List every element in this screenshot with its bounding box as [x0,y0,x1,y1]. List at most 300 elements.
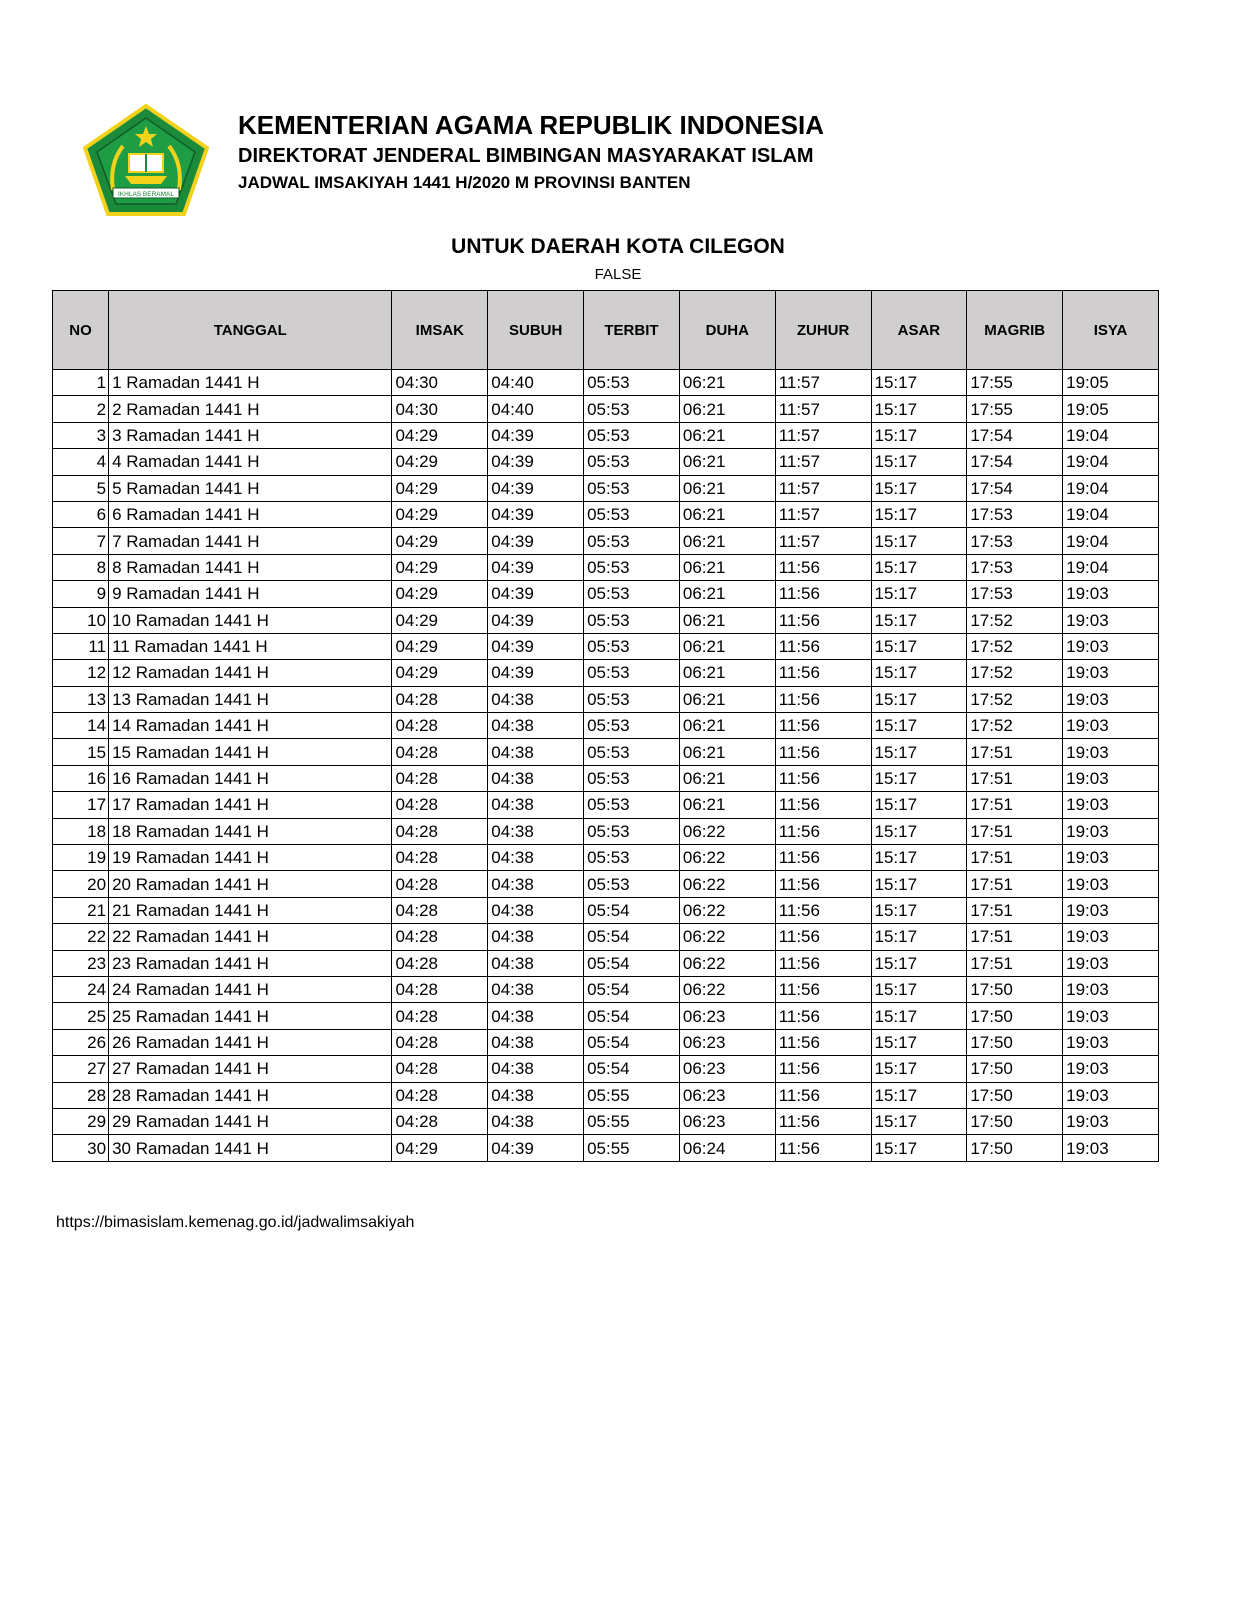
cell-subuh: 04:39 [488,475,584,501]
cell-imsak: 04:29 [392,554,488,580]
cell-terbit: 05:53 [584,792,680,818]
table-row [53,607,1159,633]
cell-magrib: 17:53 [967,554,1063,580]
cell-magrib: 17:52 [967,633,1063,659]
table-row [53,792,1159,818]
cell-asar: 15:17 [871,607,967,633]
cell-terbit: 05:55 [584,1082,680,1108]
cell-imsak: 04:29 [392,607,488,633]
cell-zuhur: 11:57 [775,370,871,396]
cell-isya: 19:03 [1063,818,1159,844]
cell-subuh: 04:38 [488,713,584,739]
cell-imsak: 04:29 [392,1135,488,1161]
cell-subuh: 04:38 [488,1108,584,1134]
cell-duha: 06:21 [679,633,775,659]
cell-terbit: 05:54 [584,950,680,976]
cell-tanggal: 1 Ramadan 1441 H [109,370,392,396]
cell-asar: 15:17 [871,713,967,739]
cell-magrib: 17:51 [967,950,1063,976]
cell-magrib: 17:54 [967,422,1063,448]
table-header [53,291,1159,370]
cell-duha: 06:22 [679,897,775,923]
table-row [53,818,1159,844]
cell-duha: 06:22 [679,976,775,1002]
cell-terbit: 05:54 [584,924,680,950]
cell-asar: 15:17 [871,528,967,554]
cell-tanggal: 12 Ramadan 1441 H [109,660,392,686]
table-row [53,765,1159,791]
cell-subuh: 04:39 [488,449,584,475]
cell-zuhur: 11:56 [775,897,871,923]
cell-duha: 06:21 [679,660,775,686]
cell-duha: 06:23 [679,1003,775,1029]
cell-zuhur: 11:57 [775,449,871,475]
cell-zuhur: 11:56 [775,739,871,765]
cell-isya: 19:03 [1063,660,1159,686]
cell-asar: 15:17 [871,370,967,396]
cell-asar: 15:17 [871,396,967,422]
cell-subuh: 04:39 [488,528,584,554]
table-row [53,1003,1159,1029]
org-subtitle: DIREKTORAT JENDERAL BIMBINGAN MASYARAKAT ISLAM [238,145,814,167]
table-row [53,422,1159,448]
cell-terbit: 05:53 [584,765,680,791]
cell-isya: 19:04 [1063,501,1159,527]
table-row [53,924,1159,950]
cell-tanggal: 19 Ramadan 1441 H [109,845,392,871]
cell-no: 28 [53,1082,109,1108]
table-row [53,686,1159,712]
cell-no: 11 [53,633,109,659]
cell-magrib: 17:51 [967,897,1063,923]
cell-no: 13 [53,686,109,712]
cell-no: 23 [53,950,109,976]
cell-magrib: 17:53 [967,528,1063,554]
cell-duha: 06:22 [679,818,775,844]
table-row [53,1135,1159,1161]
cell-magrib: 17:53 [967,581,1063,607]
cell-tanggal: 15 Ramadan 1441 H [109,739,392,765]
cell-subuh: 04:38 [488,950,584,976]
cell-terbit: 05:53 [584,449,680,475]
cell-tanggal: 14 Ramadan 1441 H [109,713,392,739]
cell-tanggal: 7 Ramadan 1441 H [109,528,392,554]
cell-subuh: 04:39 [488,501,584,527]
cell-no: 21 [53,897,109,923]
cell-zuhur: 11:56 [775,1029,871,1055]
cell-terbit: 05:53 [584,422,680,448]
column-header-isya: ISYA [1063,291,1159,370]
cell-imsak: 04:29 [392,633,488,659]
cell-duha: 06:23 [679,1056,775,1082]
cell-subuh: 04:39 [488,554,584,580]
cell-zuhur: 11:56 [775,950,871,976]
cell-magrib: 17:50 [967,1003,1063,1029]
cell-zuhur: 11:57 [775,475,871,501]
cell-no: 24 [53,976,109,1002]
kemenag-logo [83,104,209,216]
table-row [53,1029,1159,1055]
table-row [53,713,1159,739]
table-row [53,396,1159,422]
table-row [53,449,1159,475]
cell-isya: 19:03 [1063,1082,1159,1108]
cell-asar: 15:17 [871,449,967,475]
cell-magrib: 17:52 [967,713,1063,739]
cell-zuhur: 11:56 [775,845,871,871]
table-row [53,1056,1159,1082]
cell-duha: 06:23 [679,1108,775,1134]
cell-zuhur: 11:56 [775,686,871,712]
cell-terbit: 05:53 [584,581,680,607]
cell-subuh: 04:38 [488,686,584,712]
cell-no: 3 [53,422,109,448]
cell-imsak: 04:28 [392,1056,488,1082]
cell-terbit: 05:53 [584,660,680,686]
table-row [53,1108,1159,1134]
cell-isya: 19:03 [1063,1029,1159,1055]
cell-duha: 06:21 [679,475,775,501]
cell-subuh: 04:38 [488,1056,584,1082]
cell-magrib: 17:50 [967,976,1063,1002]
cell-terbit: 05:53 [584,370,680,396]
cell-no: 22 [53,924,109,950]
cell-magrib: 17:51 [967,845,1063,871]
cell-isya: 19:03 [1063,871,1159,897]
cell-asar: 15:17 [871,1135,967,1161]
table-row [53,554,1159,580]
cell-terbit: 05:53 [584,713,680,739]
cell-isya: 19:04 [1063,554,1159,580]
cell-subuh: 04:38 [488,1003,584,1029]
cell-asar: 15:17 [871,1003,967,1029]
cell-tanggal: 6 Ramadan 1441 H [109,501,392,527]
column-header-duha: DUHA [679,291,775,370]
cell-no: 18 [53,818,109,844]
cell-duha: 06:21 [679,765,775,791]
cell-imsak: 04:28 [392,686,488,712]
cell-imsak: 04:30 [392,370,488,396]
cell-asar: 15:17 [871,633,967,659]
cell-asar: 15:17 [871,1108,967,1134]
cell-terbit: 05:53 [584,633,680,659]
cell-zuhur: 11:56 [775,924,871,950]
cell-no: 14 [53,713,109,739]
cell-duha: 06:21 [679,396,775,422]
cell-imsak: 04:28 [392,924,488,950]
table-row [53,660,1159,686]
cell-subuh: 04:39 [488,581,584,607]
cell-imsak: 04:28 [392,976,488,1002]
cell-tanggal: 27 Ramadan 1441 H [109,1056,392,1082]
cell-imsak: 04:29 [392,449,488,475]
cell-subuh: 04:38 [488,765,584,791]
cell-isya: 19:03 [1063,739,1159,765]
column-header-magrib: MAGRIB [967,291,1063,370]
table-row [53,871,1159,897]
cell-magrib: 17:52 [967,607,1063,633]
cell-imsak: 04:28 [392,950,488,976]
cell-magrib: 17:53 [967,501,1063,527]
cell-duha: 06:21 [679,686,775,712]
cell-asar: 15:17 [871,501,967,527]
cell-no: 15 [53,739,109,765]
cell-magrib: 17:50 [967,1135,1063,1161]
table-row [53,897,1159,923]
schedule-title: JADWAL IMSAKIYAH 1441 H/2020 M PROVINSI BANTEN [238,173,691,192]
cell-tanggal: 11 Ramadan 1441 H [109,633,392,659]
cell-magrib: 17:51 [967,739,1063,765]
cell-terbit: 05:55 [584,1135,680,1161]
table-row [53,370,1159,396]
cell-zuhur: 11:56 [775,792,871,818]
table-row [53,581,1159,607]
cell-terbit: 05:53 [584,739,680,765]
cell-imsak: 04:28 [392,1003,488,1029]
cell-asar: 15:17 [871,950,967,976]
document-header [238,108,824,196]
cell-subuh: 04:38 [488,871,584,897]
source-link[interactable]: https://bimasislam.kemenag.go.id/jadwalimsakiyah [56,1214,415,1231]
cell-zuhur: 11:56 [775,607,871,633]
cell-imsak: 04:28 [392,845,488,871]
cell-magrib: 17:54 [967,449,1063,475]
cell-isya: 19:03 [1063,765,1159,791]
cell-no: 2 [53,396,109,422]
cell-no: 12 [53,660,109,686]
cell-isya: 19:04 [1063,475,1159,501]
cell-terbit: 05:53 [584,818,680,844]
cell-no: 19 [53,845,109,871]
cell-tanggal: 26 Ramadan 1441 H [109,1029,392,1055]
cell-terbit: 05:53 [584,871,680,897]
cell-no: 30 [53,1135,109,1161]
cell-zuhur: 11:57 [775,501,871,527]
cell-imsak: 04:29 [392,422,488,448]
cell-asar: 15:17 [871,871,967,897]
cell-imsak: 04:28 [392,792,488,818]
cell-asar: 15:17 [871,765,967,791]
column-header-tanggal: TANGGAL [109,291,392,370]
cell-duha: 06:21 [679,528,775,554]
cell-duha: 06:21 [679,449,775,475]
cell-tanggal: 3 Ramadan 1441 H [109,422,392,448]
cell-zuhur: 11:56 [775,818,871,844]
cell-asar: 15:17 [871,660,967,686]
cell-subuh: 04:38 [488,845,584,871]
cell-zuhur: 11:57 [775,528,871,554]
cell-asar: 15:17 [871,976,967,1002]
cell-terbit: 05:53 [584,554,680,580]
table-row [53,950,1159,976]
cell-duha: 06:23 [679,1082,775,1108]
cell-asar: 15:17 [871,897,967,923]
cell-asar: 15:17 [871,1029,967,1055]
table-body [53,370,1159,1162]
cell-terbit: 05:55 [584,1108,680,1134]
cell-isya: 19:03 [1063,950,1159,976]
cell-subuh: 04:38 [488,897,584,923]
cell-tanggal: 17 Ramadan 1441 H [109,792,392,818]
logo-text: IKHLAS BERAMAL [118,191,174,198]
column-header-no: NO [53,291,109,370]
cell-asar: 15:17 [871,792,967,818]
cell-terbit: 05:53 [584,528,680,554]
cell-duha: 06:21 [679,792,775,818]
cell-isya: 19:03 [1063,713,1159,739]
cell-terbit: 05:54 [584,976,680,1002]
cell-asar: 15:17 [871,422,967,448]
cell-tanggal: 8 Ramadan 1441 H [109,554,392,580]
cell-tanggal: 18 Ramadan 1441 H [109,818,392,844]
subregion-label: FALSE [594,266,642,283]
column-header-asar: ASAR [871,291,967,370]
cell-asar: 15:17 [871,818,967,844]
cell-asar: 15:17 [871,475,967,501]
cell-isya: 19:03 [1063,1135,1159,1161]
cell-duha: 06:21 [679,581,775,607]
cell-duha: 06:21 [679,422,775,448]
cell-subuh: 04:38 [488,1082,584,1108]
cell-zuhur: 11:56 [775,1082,871,1108]
cell-duha: 06:24 [679,1135,775,1161]
cell-imsak: 04:29 [392,528,488,554]
cell-terbit: 05:53 [584,396,680,422]
cell-zuhur: 11:56 [775,1056,871,1082]
cell-tanggal: 23 Ramadan 1441 H [109,950,392,976]
cell-zuhur: 11:57 [775,396,871,422]
cell-zuhur: 11:56 [775,976,871,1002]
cell-duha: 06:21 [679,739,775,765]
column-header-imsak: IMSAK [392,291,488,370]
cell-duha: 06:22 [679,871,775,897]
cell-terbit: 05:53 [584,501,680,527]
cell-imsak: 04:28 [392,1082,488,1108]
cell-magrib: 17:50 [967,1029,1063,1055]
cell-zuhur: 11:56 [775,660,871,686]
cell-no: 5 [53,475,109,501]
cell-isya: 19:03 [1063,845,1159,871]
cell-imsak: 04:28 [392,897,488,923]
cell-tanggal: 10 Ramadan 1441 H [109,607,392,633]
cell-terbit: 05:53 [584,686,680,712]
cell-zuhur: 11:56 [775,871,871,897]
cell-no: 29 [53,1108,109,1134]
table-row [53,528,1159,554]
cell-imsak: 04:29 [392,501,488,527]
cell-isya: 19:03 [1063,792,1159,818]
cell-subuh: 04:38 [488,818,584,844]
cell-asar: 15:17 [871,1082,967,1108]
cell-isya: 19:05 [1063,396,1159,422]
cell-zuhur: 11:56 [775,554,871,580]
cell-zuhur: 11:56 [775,713,871,739]
region-title: UNTUK DAERAH KOTA CILEGON [451,235,785,258]
cell-magrib: 17:50 [967,1082,1063,1108]
cell-isya: 19:03 [1063,1003,1159,1029]
cell-magrib: 17:51 [967,792,1063,818]
cell-asar: 15:17 [871,924,967,950]
cell-zuhur: 11:56 [775,1135,871,1161]
cell-imsak: 04:29 [392,475,488,501]
cell-no: 8 [53,554,109,580]
cell-magrib: 17:51 [967,818,1063,844]
cell-isya: 19:04 [1063,422,1159,448]
cell-isya: 19:03 [1063,633,1159,659]
cell-subuh: 04:40 [488,396,584,422]
cell-tanggal: 24 Ramadan 1441 H [109,976,392,1002]
cell-zuhur: 11:56 [775,765,871,791]
cell-subuh: 04:38 [488,792,584,818]
cell-imsak: 04:29 [392,660,488,686]
cell-isya: 19:03 [1063,924,1159,950]
cell-no: 10 [53,607,109,633]
cell-zuhur: 11:56 [775,1003,871,1029]
cell-no: 26 [53,1029,109,1055]
cell-duha: 06:21 [679,501,775,527]
cell-magrib: 17:52 [967,686,1063,712]
cell-tanggal: 9 Ramadan 1441 H [109,581,392,607]
column-header-zuhur: ZUHUR [775,291,871,370]
cell-magrib: 17:52 [967,660,1063,686]
cell-no: 4 [53,449,109,475]
cell-isya: 19:03 [1063,897,1159,923]
cell-tanggal: 20 Ramadan 1441 H [109,871,392,897]
cell-subuh: 04:39 [488,633,584,659]
table-row [53,1082,1159,1108]
cell-imsak: 04:28 [392,739,488,765]
cell-duha: 06:21 [679,370,775,396]
header-row [53,291,1159,370]
cell-isya: 19:03 [1063,686,1159,712]
cell-asar: 15:17 [871,845,967,871]
cell-imsak: 04:28 [392,1029,488,1055]
cell-zuhur: 11:56 [775,633,871,659]
cell-subuh: 04:38 [488,924,584,950]
cell-tanggal: 13 Ramadan 1441 H [109,686,392,712]
cell-no: 1 [53,370,109,396]
cell-imsak: 04:28 [392,818,488,844]
cell-tanggal: 30 Ramadan 1441 H [109,1135,392,1161]
cell-tanggal: 21 Ramadan 1441 H [109,897,392,923]
cell-subuh: 04:39 [488,422,584,448]
column-header-terbit: TERBIT [584,291,680,370]
cell-isya: 19:04 [1063,449,1159,475]
cell-tanggal: 25 Ramadan 1441 H [109,1003,392,1029]
cell-isya: 19:03 [1063,581,1159,607]
table-row [53,739,1159,765]
cell-magrib: 17:55 [967,396,1063,422]
cell-subuh: 04:39 [488,607,584,633]
cell-duha: 06:22 [679,845,775,871]
cell-zuhur: 11:57 [775,422,871,448]
cell-tanggal: 22 Ramadan 1441 H [109,924,392,950]
cell-isya: 19:05 [1063,370,1159,396]
cell-magrib: 17:51 [967,871,1063,897]
cell-duha: 06:21 [679,713,775,739]
cell-no: 27 [53,1056,109,1082]
cell-tanggal: 28 Ramadan 1441 H [109,1082,392,1108]
table-row [53,475,1159,501]
cell-imsak: 04:28 [392,713,488,739]
cell-terbit: 05:53 [584,607,680,633]
cell-imsak: 04:28 [392,765,488,791]
org-title: KEMENTERIAN AGAMA REPUBLIK INDONESIA [238,110,824,140]
cell-subuh: 04:38 [488,976,584,1002]
cell-imsak: 04:30 [392,396,488,422]
cell-terbit: 05:54 [584,1029,680,1055]
cell-duha: 06:21 [679,607,775,633]
